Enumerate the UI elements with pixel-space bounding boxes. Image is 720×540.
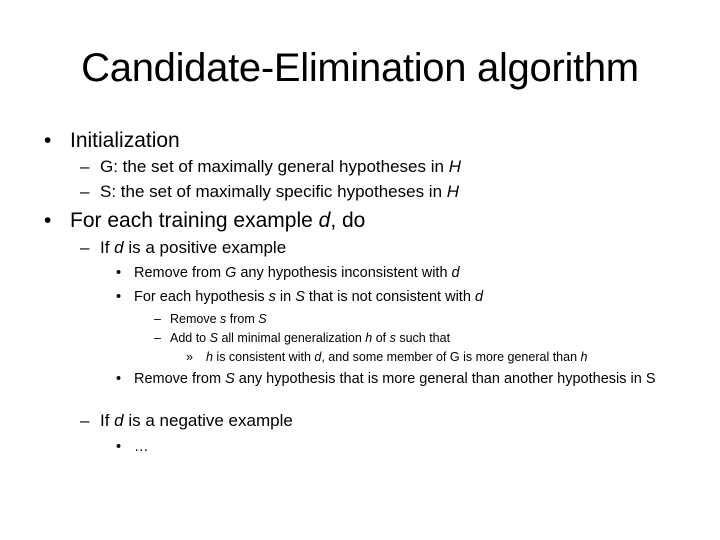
bullet-text (170, 312, 267, 326)
italic-term: h (206, 350, 213, 364)
level5-bullet-item (186, 349, 587, 365)
italic-term: H (448, 157, 461, 176)
italic-term: d (114, 411, 124, 430)
bullet-text (134, 370, 656, 388)
italic-term: d (318, 209, 331, 232)
italic-term: S (225, 371, 235, 387)
bullet-marker: • (116, 371, 122, 387)
italic-term: S (209, 331, 218, 345)
dash-marker: – (80, 182, 90, 201)
italic-term: s (268, 289, 276, 305)
text-segment: is a positive example (123, 238, 287, 257)
text-segment: For each training example (70, 209, 319, 232)
text-segment: , and some member of G is more general than (321, 350, 581, 364)
level4-bullet-item (154, 330, 450, 346)
text-segment: , do (330, 209, 366, 232)
text-segment: that is not consistent with (304, 289, 475, 305)
text-segment: is consistent with (212, 350, 315, 364)
level4-bullet-item (154, 311, 267, 327)
text-segment: Initialization (70, 129, 180, 152)
sub-sub-bullet-item (116, 370, 656, 388)
text-segment: If (100, 411, 115, 430)
sub-bullet-item (80, 237, 286, 259)
italic-term: d (314, 350, 322, 364)
text-segment: any hypothesis that is more general than another hypothesis in S (234, 371, 656, 387)
text-segment: G: the set of maximally general hypotheses in (100, 157, 449, 176)
text-segment: is a negative example (123, 411, 293, 430)
dash-marker: – (80, 157, 90, 176)
text-segment: from (226, 312, 259, 326)
bullet-text (100, 157, 461, 176)
italic-term: d (474, 289, 484, 305)
bullet-text (134, 289, 483, 305)
italic-term: d (451, 265, 460, 281)
sub-bullet-item (80, 181, 459, 203)
italic-term: h (580, 350, 588, 364)
bullet-text (70, 209, 365, 232)
bullet-item (44, 128, 180, 154)
text-segment: For each hypothesis (134, 289, 269, 305)
italic-term: G (225, 265, 237, 281)
dash-marker: – (154, 331, 161, 345)
text-segment: If (100, 238, 115, 257)
bullet-marker: • (116, 439, 122, 455)
sub-sub-bullet-item (116, 264, 460, 282)
bullet-text (134, 439, 149, 455)
italic-term: S (295, 289, 305, 305)
italic-term: d (114, 238, 124, 257)
bullet-text (100, 238, 286, 257)
text-segment: Remove (170, 312, 221, 326)
bullet-text (100, 411, 293, 430)
sub-sub-bullet-item (116, 438, 149, 456)
text-segment: such that (395, 331, 451, 345)
italic-term: s (220, 312, 227, 326)
bullet-marker: • (44, 129, 52, 152)
chevron-marker: » (186, 350, 193, 364)
bullet-text (206, 350, 587, 364)
bullet-marker: • (116, 265, 122, 281)
dash-marker: – (80, 411, 90, 430)
text-segment: of (372, 331, 390, 345)
text-segment: … (134, 439, 149, 455)
text-segment: all minimal generalization (217, 331, 366, 345)
bullet-text (170, 331, 450, 345)
bullet-text (100, 182, 459, 201)
text-segment: Add to (170, 331, 210, 345)
dash-marker: – (80, 238, 90, 257)
text-segment: Remove from (134, 371, 226, 387)
dash-marker: – (154, 312, 161, 326)
bullet-text (70, 129, 180, 152)
text-segment: Remove from (134, 265, 226, 281)
slide-title: Candidate-Elimination algorithm (81, 46, 639, 90)
italic-term: H (446, 182, 460, 201)
italic-term: h (365, 331, 373, 345)
sub-bullet-item (80, 156, 461, 178)
italic-term: S (258, 312, 267, 326)
text-segment: in (275, 289, 296, 305)
sub-bullet-item (80, 410, 293, 432)
bullet-text (134, 265, 460, 281)
italic-term: s (389, 331, 396, 345)
bullet-marker: • (116, 289, 122, 305)
text-segment: any hypothesis inconsistent with (236, 265, 452, 281)
sub-sub-bullet-item (116, 288, 483, 306)
text-segment: S: the set of maximally specific hypotheses in (100, 182, 447, 201)
bullet-marker: • (44, 209, 52, 232)
bullet-item (44, 208, 365, 234)
